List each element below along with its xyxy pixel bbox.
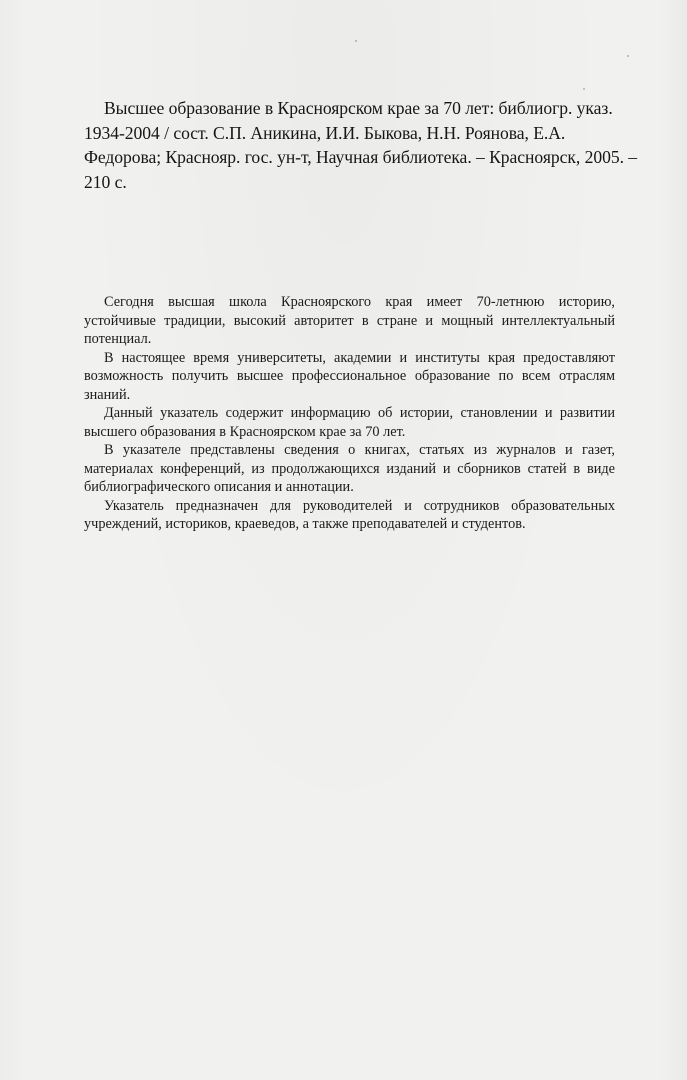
annotation-paragraph: Указатель предназначен для руководителей и сотрудников образовательных учреждений, историков, краеведов, а также преподавателей и студентов.: [84, 497, 615, 532]
annotation-paragraph: В настоящее время университеты, академии и институты края предоставляют возможность получить высшее профессиональное образование по всем отраслям знаний.: [84, 349, 615, 403]
annotation-paragraph: Данный указатель содержит информацию об истории, становлении и развитии высшего образования в Красноярском крае за 70 лет.: [84, 405, 615, 440]
scan-speck: [355, 40, 357, 42]
scan-speck: [627, 55, 629, 57]
annotation-paragraph: Сегодня высшая школа Красноярского края имеет 70-летнюю историю, устойчивые традиции, высокий авторитет в стране и мощный интеллектуальный потенциал.: [84, 294, 615, 347]
annotation-text: [84, 293, 615, 534]
bibliographic-record: Высшее образование в Красноярском крае за 70 лет: библиогр. указ. 1934-2004 / сост. С.П. Аникина, И.И. Быкова, Н.Н. Роянова, Е.А. Федорова; Краснояр. гос. ун-т, Научная библиотека. – Красноярск, 2005. – 210 с.: [84, 98, 638, 192]
annotation-paragraph: В указателе представлены сведения о книгах, статьях из журналов и газет, материалах конференций, из продолжающихся изданий и сборников статей в виде библиографического описания и аннотации.: [84, 442, 615, 495]
scan-speck: [583, 88, 585, 90]
